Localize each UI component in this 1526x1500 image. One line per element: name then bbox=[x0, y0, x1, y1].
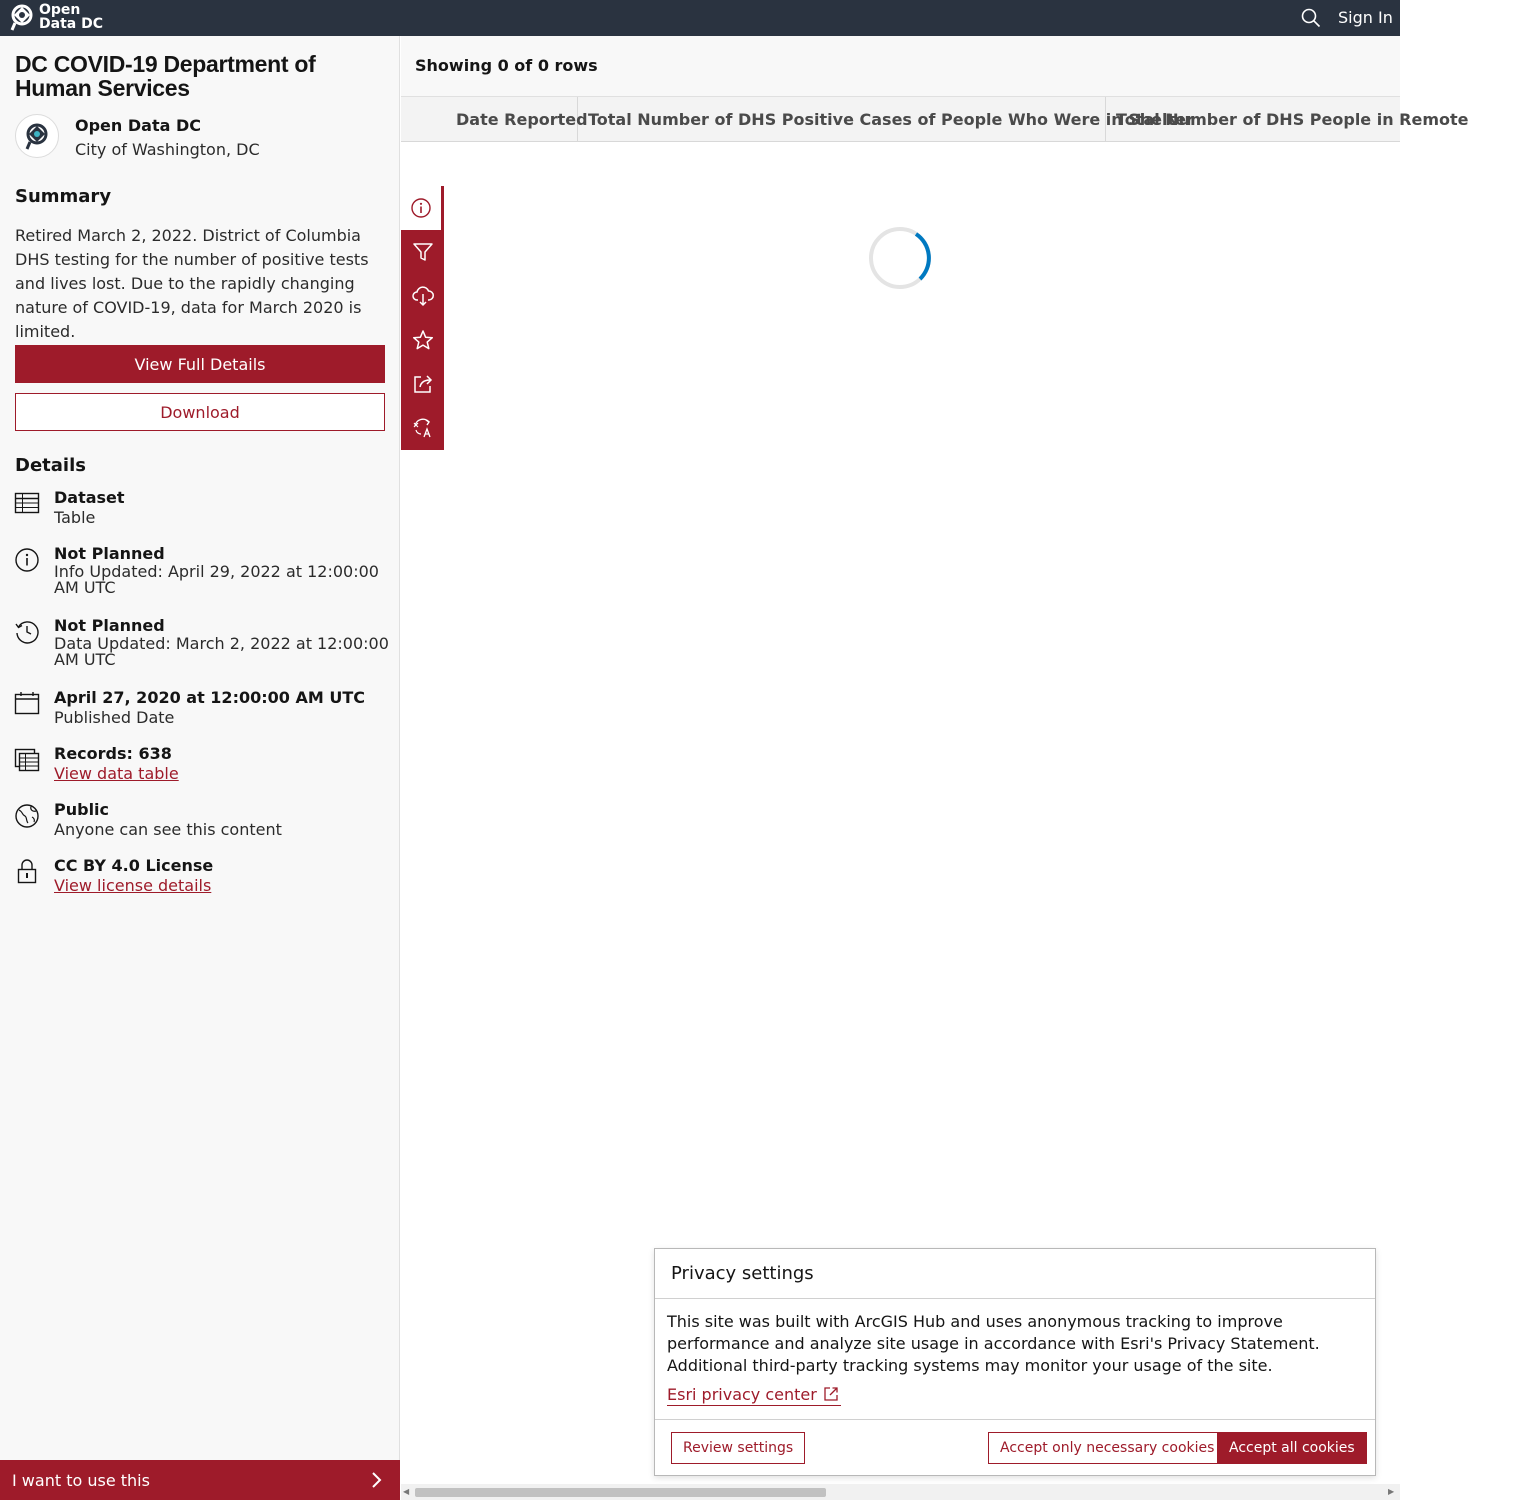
search-icon[interactable] bbox=[1301, 8, 1321, 28]
info-icon bbox=[410, 197, 432, 219]
table-header bbox=[401, 97, 1469, 142]
detail-type-sub: Table bbox=[54, 508, 96, 527]
records-icon bbox=[14, 746, 40, 772]
table-toolbar bbox=[401, 186, 444, 450]
detail-info-title: Not Planned bbox=[54, 544, 165, 563]
info-circle-icon bbox=[14, 546, 40, 572]
download-button[interactable]: Download bbox=[15, 393, 385, 431]
globe-icon bbox=[14, 802, 40, 828]
accept-necessary-cookies-button[interactable]: Accept only necessary cookies bbox=[988, 1432, 1226, 1464]
org-name[interactable]: Open Data DC bbox=[75, 116, 201, 135]
i-want-to-use-this-label: I want to use this bbox=[12, 1470, 150, 1490]
table-icon bbox=[14, 490, 40, 516]
summary-heading: Summary bbox=[15, 186, 112, 207]
org-avatar[interactable] bbox=[15, 114, 59, 158]
org-location: City of Washington, DC bbox=[75, 140, 260, 159]
tool-info-button[interactable] bbox=[401, 186, 444, 230]
view-license-details-link[interactable]: View license details bbox=[54, 876, 212, 895]
logo-line-1: Open bbox=[39, 2, 81, 18]
tool-favorite-button[interactable] bbox=[401, 318, 444, 362]
scroll-right-arrow-icon[interactable]: ▶ bbox=[1388, 1487, 1395, 1496]
top-navigation-bar bbox=[0, 0, 1400, 36]
esri-privacy-center-link[interactable] bbox=[667, 1385, 841, 1406]
detail-published-title: April 27, 2020 at 12:00:00 AM UTC bbox=[54, 688, 365, 707]
logo-text bbox=[39, 3, 103, 31]
privacy-settings-dialog bbox=[654, 1248, 1376, 1476]
dataset-title: DC COVID-19 Department of Human Services bbox=[15, 51, 316, 101]
detail-data-title: Not Planned bbox=[54, 616, 165, 635]
view-data-table-link[interactable]: View data table bbox=[54, 764, 179, 783]
star-icon bbox=[412, 329, 434, 351]
open-data-dc-logo[interactable] bbox=[10, 3, 103, 31]
accept-all-cookies-button[interactable]: Accept all cookies bbox=[1217, 1432, 1367, 1464]
tool-download-button[interactable] bbox=[401, 274, 444, 318]
tool-filter-button[interactable] bbox=[401, 230, 444, 274]
detail-type-title: Dataset bbox=[54, 488, 125, 507]
logo-icon bbox=[10, 3, 36, 31]
privacy-body: This site was built with ArcGIS Hub and uses anonymous tracking to improve performance and analyze site usage in accordance with Esri's Privacy Statement. Additional third-party tracking systems may monitor your usage of the site. bbox=[667, 1312, 1320, 1375]
privacy-heading: Privacy settings bbox=[671, 1263, 814, 1284]
privacy-header bbox=[655, 1249, 1375, 1299]
tool-share-button[interactable] bbox=[401, 362, 444, 406]
summary-text: Retired March 2, 2022. District of Columbia DHS testing for the number of positive tests and lives lost. Due to the rapidly changing nature of COVID-19, data for March 2020 is limited. bbox=[15, 226, 369, 341]
external-link-icon bbox=[823, 1386, 839, 1402]
detail-license-title: CC BY 4.0 License bbox=[54, 856, 214, 875]
translate-icon bbox=[412, 417, 434, 439]
details-heading: Details bbox=[15, 455, 86, 476]
history-icon bbox=[14, 618, 40, 644]
column-header-people-remote[interactable]: Total Number of DHS People in Remote bbox=[1116, 110, 1469, 129]
privacy-footer bbox=[655, 1419, 1375, 1476]
column-header-positive-cases-shelter[interactable]: Total Number of DHS Positive Cases of People Who Were in Shelter bbox=[578, 97, 1106, 142]
detail-published-sub: Published Date bbox=[54, 708, 175, 727]
detail-access-sub: Anyone can see this content bbox=[54, 820, 282, 839]
row-count-bar bbox=[401, 36, 1400, 97]
download-cloud-icon bbox=[412, 285, 434, 307]
tool-translate-button[interactable] bbox=[401, 406, 444, 450]
scroll-left-arrow-icon[interactable]: ◀ bbox=[403, 1487, 410, 1496]
horizontal-scrollbar[interactable] bbox=[401, 1484, 1400, 1500]
detail-records-title: Records: 638 bbox=[54, 744, 172, 763]
row-count-text: Showing 0 of 0 rows bbox=[415, 56, 598, 75]
detail-info-sub: Info Updated: April 29, 2022 at 12:00:00 AM UTC bbox=[54, 562, 379, 597]
detail-data-sub: Data Updated: March 2, 2022 at 12:00:00 AM UTC bbox=[54, 634, 389, 669]
sign-in-link[interactable]: Sign In bbox=[1338, 8, 1393, 27]
scrollbar-thumb[interactable] bbox=[415, 1488, 826, 1497]
org-logo-icon bbox=[22, 121, 52, 151]
chevron-right-icon bbox=[368, 1471, 386, 1489]
i-want-to-use-this-button[interactable] bbox=[0, 1460, 400, 1500]
loading-spinner bbox=[868, 226, 932, 290]
column-header-date-reported[interactable]: Date Reported bbox=[446, 97, 578, 142]
filter-icon bbox=[412, 241, 434, 263]
calendar-icon bbox=[14, 690, 40, 716]
esri-privacy-center-label: Esri privacy center bbox=[667, 1385, 817, 1404]
dataset-info-panel bbox=[0, 36, 400, 1500]
logo-line-2: Data DC bbox=[39, 16, 103, 32]
view-full-details-button[interactable]: View Full Details bbox=[15, 345, 385, 383]
share-icon bbox=[412, 373, 434, 395]
lock-icon bbox=[14, 858, 40, 884]
review-settings-button[interactable]: Review settings bbox=[671, 1432, 805, 1464]
detail-access-title: Public bbox=[54, 800, 110, 819]
